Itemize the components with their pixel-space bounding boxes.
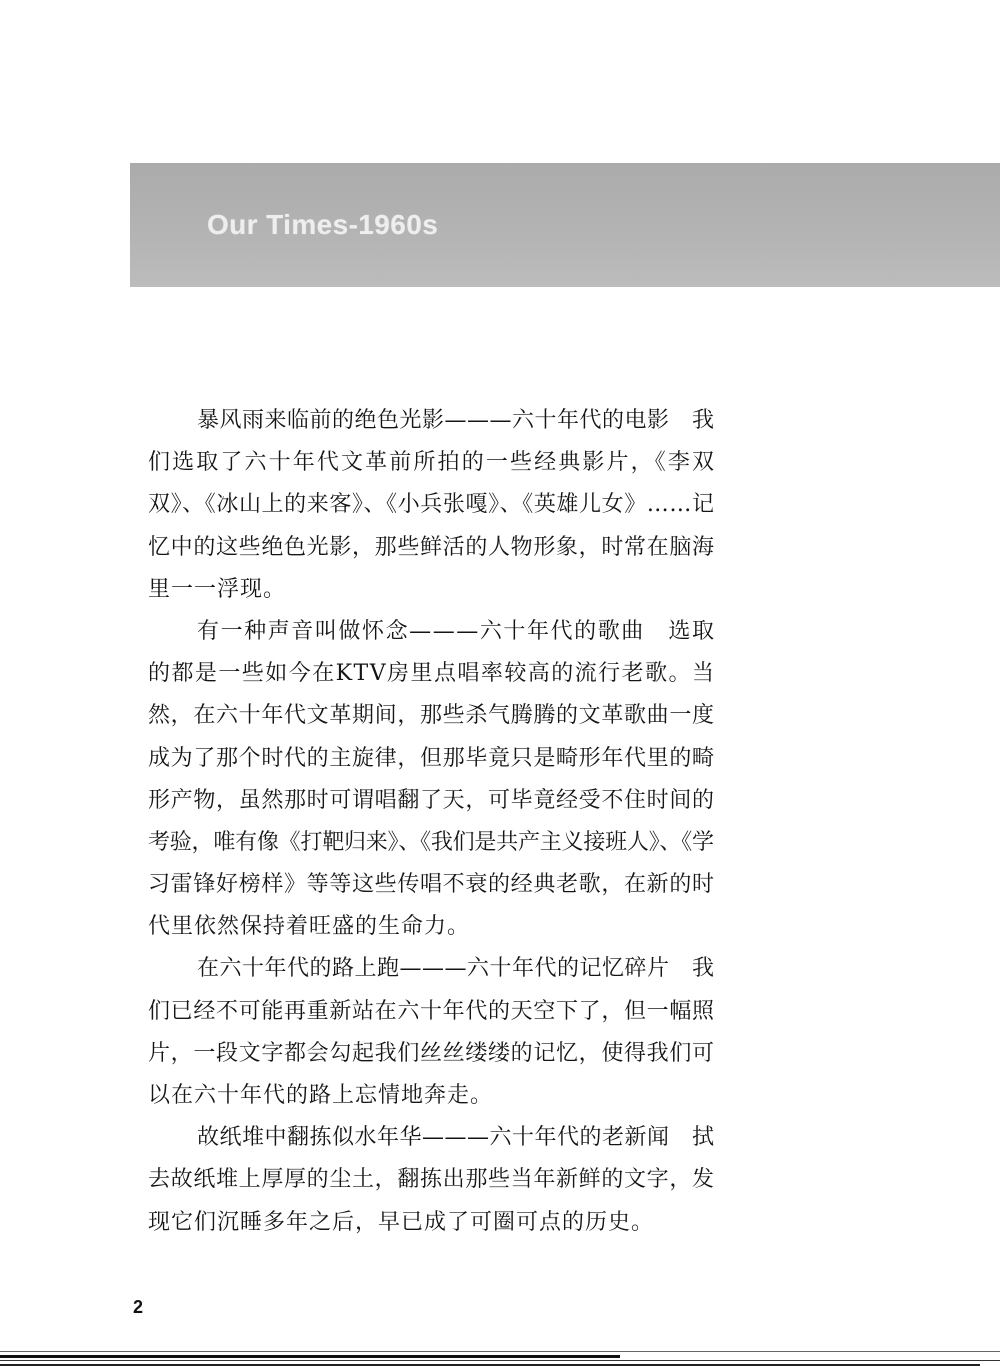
- paragraph-films: [148, 400, 717, 611]
- text-line: 以在六十年代的路上忘情地奔走。: [148, 1083, 494, 1108]
- text-line: 忆中的这些绝色光影，那些鲜活的人物形象，时常在脑海: [148, 534, 715, 560]
- scan-edge-line: [0, 1360, 1000, 1361]
- text-line: 在六十年代的路上跑———六十年代的记忆碎片 我: [197, 956, 715, 982]
- text-line: 现它们沉睡多年之后，早已成了可圈可点的历史。: [148, 1209, 655, 1235]
- text-line: 习雷锋好榜样》等等这些传唱不衰的经典老歌，在新的时: [148, 872, 715, 898]
- text-line: 双》、《冰山上的来客》、《小兵张嘎》、《英雄儿女》……记: [148, 492, 715, 518]
- paragraph-memories: [148, 948, 714, 1117]
- scan-edge-line: [0, 1364, 980, 1366]
- text-line: 片，一段文字都会勾起我们丝丝缕缕的记忆，使得我们可: [148, 1040, 715, 1066]
- text-line: 故纸堆中翻拣似水年华———六十年代的老新闻 拭: [197, 1125, 715, 1151]
- section-banner: [130, 163, 1000, 287]
- paragraph-news: [148, 1117, 714, 1244]
- text-line: 去故纸堆上厚厚的尘土，翻拣出那些当年新鲜的文字，发: [148, 1167, 715, 1193]
- text-line: 里一一浮现。: [148, 576, 287, 602]
- text-line: 形产物，虽然那时可谓唱翻了天，可毕竟经受不住时间的: [148, 787, 715, 813]
- text-line: 暴风雨来临前的绝色光影———六十年代的电影 我: [197, 408, 715, 433]
- text-line: 的都是一些如今在KTV房里点唱率较高的流行老歌。当: [148, 661, 716, 687]
- text-line: 考验，唯有像《打靶归来》、《我们是共产主义接班人》、《学: [148, 829, 714, 855]
- paragraph-songs: [148, 611, 714, 949]
- page-number: 2: [133, 1297, 144, 1317]
- text-line: 有一种声音叫做怀念———六十年代的歌曲 选取: [197, 618, 716, 644]
- text-line: 们已经不可能再重新站在六十年代的天空下了，但一幅照: [148, 998, 715, 1024]
- text-line: 代里依然保持着旺盛的生命力。: [148, 914, 471, 940]
- banner-title: Our Times-1960s: [207, 209, 439, 240]
- text-line: 们选取了六十年代文革前所拍的一些经典影片，《李双: [148, 450, 717, 476]
- scan-edge-line: [0, 1351, 1000, 1352]
- text-line: 成为了那个时代的主旋律，但那毕竟只是畸形年代里的畸: [148, 745, 715, 771]
- scan-edge-line: [0, 1355, 620, 1358]
- body-text: [148, 400, 717, 1244]
- text-line: 然，在六十年代文革期间，那些杀气腾腾的文革歌曲一度: [148, 703, 715, 729]
